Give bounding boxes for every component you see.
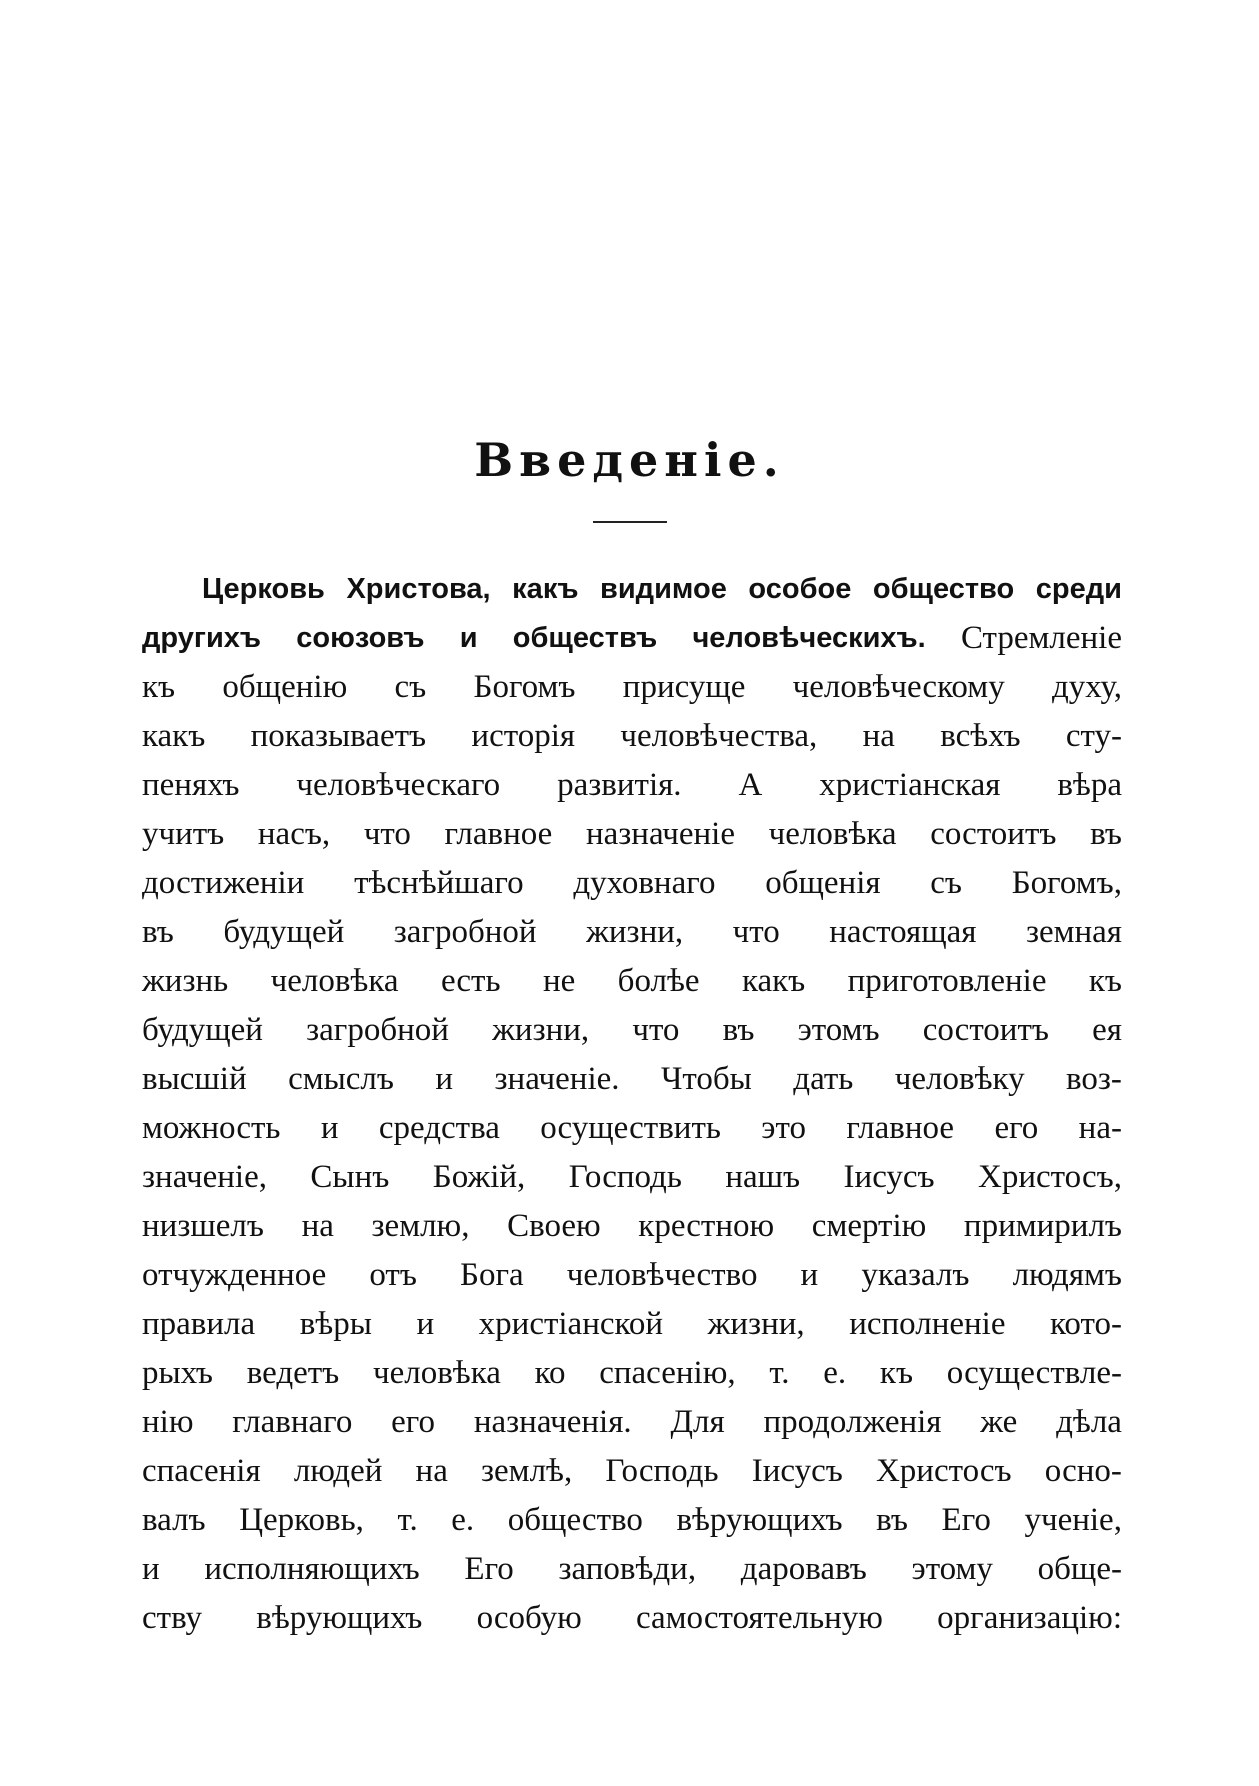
word: спасенiю,	[599, 1355, 736, 1391]
word: главное	[846, 1110, 955, 1146]
word: заповѣди,	[558, 1551, 697, 1587]
word: другихъ	[142, 622, 262, 654]
word: и	[459, 622, 478, 654]
text-line	[142, 1594, 1122, 1643]
text-line	[142, 663, 1122, 712]
word: какъ	[142, 718, 206, 754]
word: жизни,	[586, 914, 684, 950]
word: Стремленiе	[960, 620, 1122, 656]
word: въ	[876, 1502, 908, 1538]
word: можность	[142, 1110, 281, 1146]
word: вѣра	[1057, 767, 1122, 803]
word: и	[435, 1061, 454, 1097]
word: вѣрующихъ	[256, 1600, 423, 1636]
word: землю,	[371, 1208, 470, 1244]
word: и	[800, 1257, 819, 1293]
word: людей	[293, 1453, 383, 1489]
text-line	[142, 1545, 1122, 1594]
word: т.	[397, 1502, 418, 1538]
word: человѣчество	[566, 1257, 758, 1293]
word: человѣка	[372, 1355, 501, 1391]
word: къ	[142, 669, 176, 705]
word: Церковь,	[239, 1502, 364, 1538]
text-line	[142, 1300, 1122, 1349]
word: Iисусъ	[843, 1159, 935, 1195]
text-line	[142, 1496, 1122, 1545]
word: къ	[1088, 963, 1122, 999]
word: даровавъ	[740, 1551, 867, 1587]
word: загробной	[306, 1012, 449, 1048]
text-line	[142, 614, 1122, 663]
text-line	[142, 810, 1122, 859]
text-line	[142, 1055, 1122, 1104]
word: христiанской	[478, 1306, 664, 1342]
word: человѣческому	[792, 669, 1005, 705]
word: его	[391, 1404, 436, 1440]
word: общество	[872, 573, 1015, 605]
word: этомъ	[797, 1012, 880, 1048]
word: общенiю	[222, 669, 348, 705]
word: этому	[911, 1551, 993, 1587]
word: его	[994, 1110, 1039, 1146]
word: человѣческихъ.	[692, 622, 926, 654]
word: всѣхъ	[940, 718, 1021, 754]
word: Богомъ,	[1011, 865, 1122, 901]
word: человѣку	[894, 1061, 1025, 1097]
word: спасенiя	[142, 1453, 261, 1489]
word: е.	[823, 1355, 847, 1391]
word: достиженiи	[142, 865, 305, 901]
text-line	[142, 1398, 1122, 1447]
word: что	[732, 914, 780, 950]
word: смертiю	[811, 1208, 927, 1244]
text-line	[142, 1349, 1122, 1398]
word: людямъ	[1012, 1257, 1122, 1293]
word: на	[301, 1208, 334, 1244]
word: отчужденное	[142, 1257, 327, 1293]
word: тѣснѣйшаго	[354, 865, 524, 901]
word: учитъ	[142, 816, 225, 852]
word: значенiе,	[142, 1159, 267, 1195]
word: духу,	[1051, 669, 1122, 705]
word: жизнь	[142, 963, 229, 999]
word: насъ,	[257, 816, 331, 852]
word: пеняхъ	[142, 767, 240, 803]
text-line	[142, 1202, 1122, 1251]
word: не	[542, 963, 576, 999]
word: что	[363, 816, 411, 852]
word: Господь	[568, 1159, 682, 1195]
word: нашъ	[725, 1159, 801, 1195]
word: къ	[879, 1355, 914, 1391]
word: духовнаго	[573, 865, 716, 901]
word: вѣры	[299, 1306, 372, 1342]
word: на-	[1078, 1110, 1122, 1146]
word: человѣчества,	[620, 718, 818, 754]
word: жизни,	[492, 1012, 590, 1048]
word: Чтобы	[660, 1061, 752, 1097]
word: въ	[1090, 816, 1122, 852]
text-line	[142, 957, 1122, 1006]
word: А	[738, 767, 763, 803]
word: сту-	[1065, 718, 1122, 754]
word: Его	[941, 1502, 991, 1538]
paragraph	[142, 565, 1122, 1643]
word: человѣческаго	[296, 767, 501, 803]
word: земная	[1025, 914, 1122, 950]
word: христiанская	[819, 767, 1001, 803]
heading-divider	[593, 521, 667, 523]
text-line	[142, 1153, 1122, 1202]
word: есть	[440, 963, 501, 999]
word: назначенiя.	[473, 1404, 632, 1440]
word: Сынъ	[310, 1159, 390, 1195]
word: высшiй	[142, 1061, 247, 1097]
word: человѣка	[768, 816, 897, 852]
word: и	[142, 1551, 160, 1587]
word: воз-	[1066, 1061, 1122, 1097]
word: присуще	[622, 669, 746, 705]
text-line	[142, 1447, 1122, 1496]
word: среди	[1035, 573, 1122, 605]
word: Христосъ,	[978, 1159, 1122, 1195]
word: назначенiе	[585, 816, 736, 852]
word: Своею	[507, 1208, 601, 1244]
word: приготовленiе	[847, 963, 1047, 999]
word: видимое	[600, 573, 727, 605]
word: Церковь	[202, 573, 325, 605]
word: средства	[378, 1110, 500, 1146]
word: особую	[476, 1600, 582, 1636]
word: правила	[142, 1306, 256, 1342]
word: продолженiя	[763, 1404, 942, 1440]
word: организацiю:	[937, 1600, 1122, 1636]
word: ству	[142, 1600, 203, 1636]
word: Христова,	[346, 573, 491, 605]
word: показываетъ	[250, 718, 427, 754]
word: значенiе.	[494, 1061, 620, 1097]
word: на	[415, 1453, 448, 1489]
word: рыхъ	[142, 1355, 213, 1391]
word: состоитъ	[922, 1012, 1049, 1048]
word: ко	[534, 1355, 566, 1391]
word: ведетъ	[246, 1355, 340, 1391]
word: состоитъ	[930, 816, 1057, 852]
word: что	[632, 1012, 680, 1048]
word: на	[862, 718, 895, 754]
word: дѣла	[1056, 1404, 1122, 1440]
word: человѣка	[270, 963, 399, 999]
word: будущей	[223, 914, 345, 950]
word: крестною	[638, 1208, 775, 1244]
word: т.	[769, 1355, 790, 1391]
word: е.	[451, 1502, 475, 1538]
word: Господь	[605, 1453, 719, 1489]
text-line	[142, 1104, 1122, 1153]
word: Его	[464, 1551, 514, 1587]
word: отъ	[369, 1257, 417, 1293]
word: валъ	[142, 1502, 206, 1538]
word: Богомъ	[473, 669, 576, 705]
word: ея	[1092, 1012, 1122, 1048]
word: дать	[793, 1061, 854, 1097]
text-line	[142, 908, 1122, 957]
word: указалъ	[861, 1257, 970, 1293]
text-line	[142, 565, 1122, 614]
word: жизни,	[707, 1306, 805, 1342]
word: осуществле-	[946, 1355, 1122, 1391]
word: въ	[722, 1012, 755, 1048]
word: общенiя	[765, 865, 881, 901]
word: смыслъ	[288, 1061, 394, 1097]
text-line	[142, 712, 1122, 761]
word: главное	[444, 816, 553, 852]
word: обществъ	[512, 622, 658, 654]
word: кото-	[1050, 1306, 1122, 1342]
text-line	[142, 1006, 1122, 1055]
word: Iисусъ	[751, 1453, 843, 1489]
word: Божiй,	[432, 1159, 526, 1195]
word: развитiя.	[557, 767, 682, 803]
text-line	[142, 1251, 1122, 1300]
word: исполненiе	[849, 1306, 1006, 1342]
word: болѣе	[617, 963, 700, 999]
word: съ	[930, 865, 962, 901]
text-line	[142, 761, 1122, 810]
word: загробной	[393, 914, 537, 950]
word: исторiя	[471, 718, 576, 754]
word: самостоятельную	[635, 1600, 883, 1636]
word: въ	[142, 914, 174, 950]
word: Бога	[460, 1257, 524, 1293]
word: общество	[507, 1502, 643, 1538]
word: особое	[748, 573, 852, 605]
word: нiю	[142, 1404, 194, 1440]
chapter-heading: Введенiе.	[474, 433, 785, 487]
word: Для	[670, 1404, 725, 1440]
word: же	[980, 1404, 1018, 1440]
word: исполняющихъ	[204, 1551, 420, 1587]
word: съ	[394, 669, 427, 705]
word: ученiе,	[1024, 1502, 1122, 1538]
word: осуществить	[540, 1110, 721, 1146]
word: вѣрующихъ	[676, 1502, 843, 1538]
word: главнаго	[232, 1404, 353, 1440]
word: Христосъ	[875, 1453, 1012, 1489]
word: и	[416, 1306, 435, 1342]
word: землѣ,	[481, 1453, 573, 1489]
word: обще-	[1037, 1551, 1122, 1587]
word: какъ	[741, 963, 806, 999]
word: это	[761, 1110, 806, 1146]
word: будущей	[142, 1012, 263, 1048]
word: союзовъ	[296, 622, 425, 654]
word: какъ	[512, 573, 579, 605]
word: настоящая	[829, 914, 977, 950]
text-line	[142, 859, 1122, 908]
word: и	[320, 1110, 339, 1146]
word: низшелъ	[142, 1208, 264, 1244]
word: примирилъ	[963, 1208, 1122, 1244]
word: осно-	[1044, 1453, 1122, 1489]
